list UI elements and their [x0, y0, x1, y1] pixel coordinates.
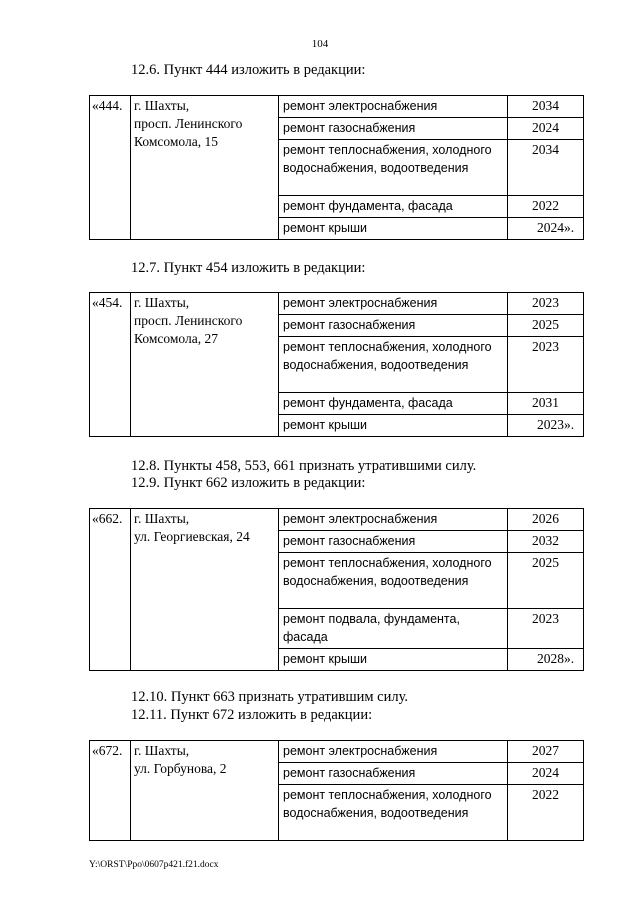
item-number: «444.: [90, 96, 131, 240]
work-type: ремонт теплоснабжения, холодного водоснабжения, водоотведения: [279, 140, 508, 196]
year-cell: 2023».: [508, 415, 584, 437]
year-cell: 2024: [508, 763, 584, 785]
work-type: ремонт электроснабжения: [279, 293, 508, 315]
year-cell: 2031: [508, 393, 584, 415]
work-type: ремонт теплоснабжения, холодного водоснабжения, водоотведения: [279, 337, 508, 393]
paragraph-12-10: 12.10. Пункт 663 признать утратившим силу.: [131, 689, 409, 705]
address-cell: [131, 509, 279, 671]
work-type: ремонт электроснабжения: [279, 509, 508, 531]
year-cell: 2023: [508, 337, 584, 393]
address-line: г. Шахты,: [134, 295, 190, 310]
year-cell: 2022: [508, 196, 584, 218]
address-cell: [131, 293, 279, 437]
work-type: ремонт газоснабжения: [279, 763, 508, 785]
paragraph-12-7: 12.7. Пункт 454 изложить в редакции:: [131, 260, 366, 276]
year-cell: 2024».: [508, 218, 584, 240]
page-number: 104: [311, 38, 329, 50]
table-item-454: [89, 292, 584, 437]
work-type: ремонт фундамента, фасада: [279, 196, 508, 218]
item-number: «454.: [90, 293, 131, 437]
address-line: ул. Горбунова, 2: [134, 761, 227, 776]
work-type: ремонт электроснабжения: [279, 741, 508, 763]
address-line: просп. Ленинского: [134, 116, 243, 131]
address-line: Комсомола, 27: [134, 331, 218, 346]
work-type: ремонт крыши: [279, 415, 508, 437]
paragraph-12-6: 12.6. Пункт 444 изложить в редакции:: [131, 62, 366, 78]
work-type: ремонт фундамента, фасада: [279, 393, 508, 415]
address-cell: [131, 741, 279, 841]
work-type: ремонт газоснабжения: [279, 118, 508, 140]
year-cell: 2034: [508, 140, 584, 196]
work-type: ремонт крыши: [279, 218, 508, 240]
address-line: г. Шахты,: [134, 98, 190, 113]
year-cell: 2034: [508, 96, 584, 118]
year-cell: 2023: [508, 293, 584, 315]
year-cell: 2025: [508, 315, 584, 337]
table-item-662: [89, 508, 584, 671]
address-cell: [131, 96, 279, 240]
item-number: «662.: [90, 509, 131, 671]
work-type: ремонт теплоснабжения, холодного водоснабжения, водоотведения: [279, 553, 508, 609]
table-item-444: [89, 95, 584, 240]
year-cell: 2027: [508, 741, 584, 763]
work-type: ремонт подвала, фундамента, фасада: [279, 609, 508, 649]
work-type: ремонт электроснабжения: [279, 96, 508, 118]
footer-file-path: Y:\ORST\Ppo\0607p421.f21.docx: [89, 860, 219, 870]
address-line: г. Шахты,: [134, 511, 190, 526]
paragraph-12-9: 12.9. Пункт 662 изложить в редакции:: [131, 475, 366, 491]
address-line: ул. Георгиевская, 24: [134, 529, 250, 544]
work-type: ремонт теплоснабжения, холодного водоснабжения, водоотведения: [279, 785, 508, 841]
year-cell: 2023: [508, 609, 584, 649]
year-cell: 2025: [508, 553, 584, 609]
work-type: ремонт газоснабжения: [279, 315, 508, 337]
year-cell: 2026: [508, 509, 584, 531]
work-type: ремонт газоснабжения: [279, 531, 508, 553]
table-item-672: [89, 740, 584, 841]
year-cell: 2022: [508, 785, 584, 841]
work-type: ремонт крыши: [279, 649, 508, 671]
paragraph-12-11: 12.11. Пункт 672 изложить в редакции:: [131, 707, 373, 723]
paragraph-12-8: 12.8. Пункты 458, 553, 661 признать утратившими силу.: [131, 458, 477, 474]
address-line: Комсомола, 15: [134, 134, 218, 149]
year-cell: 2032: [508, 531, 584, 553]
year-cell: 2024: [508, 118, 584, 140]
item-number: «672.: [90, 741, 131, 841]
address-line: г. Шахты,: [134, 743, 190, 758]
year-cell: 2028».: [508, 649, 584, 671]
address-line: просп. Ленинского: [134, 313, 243, 328]
